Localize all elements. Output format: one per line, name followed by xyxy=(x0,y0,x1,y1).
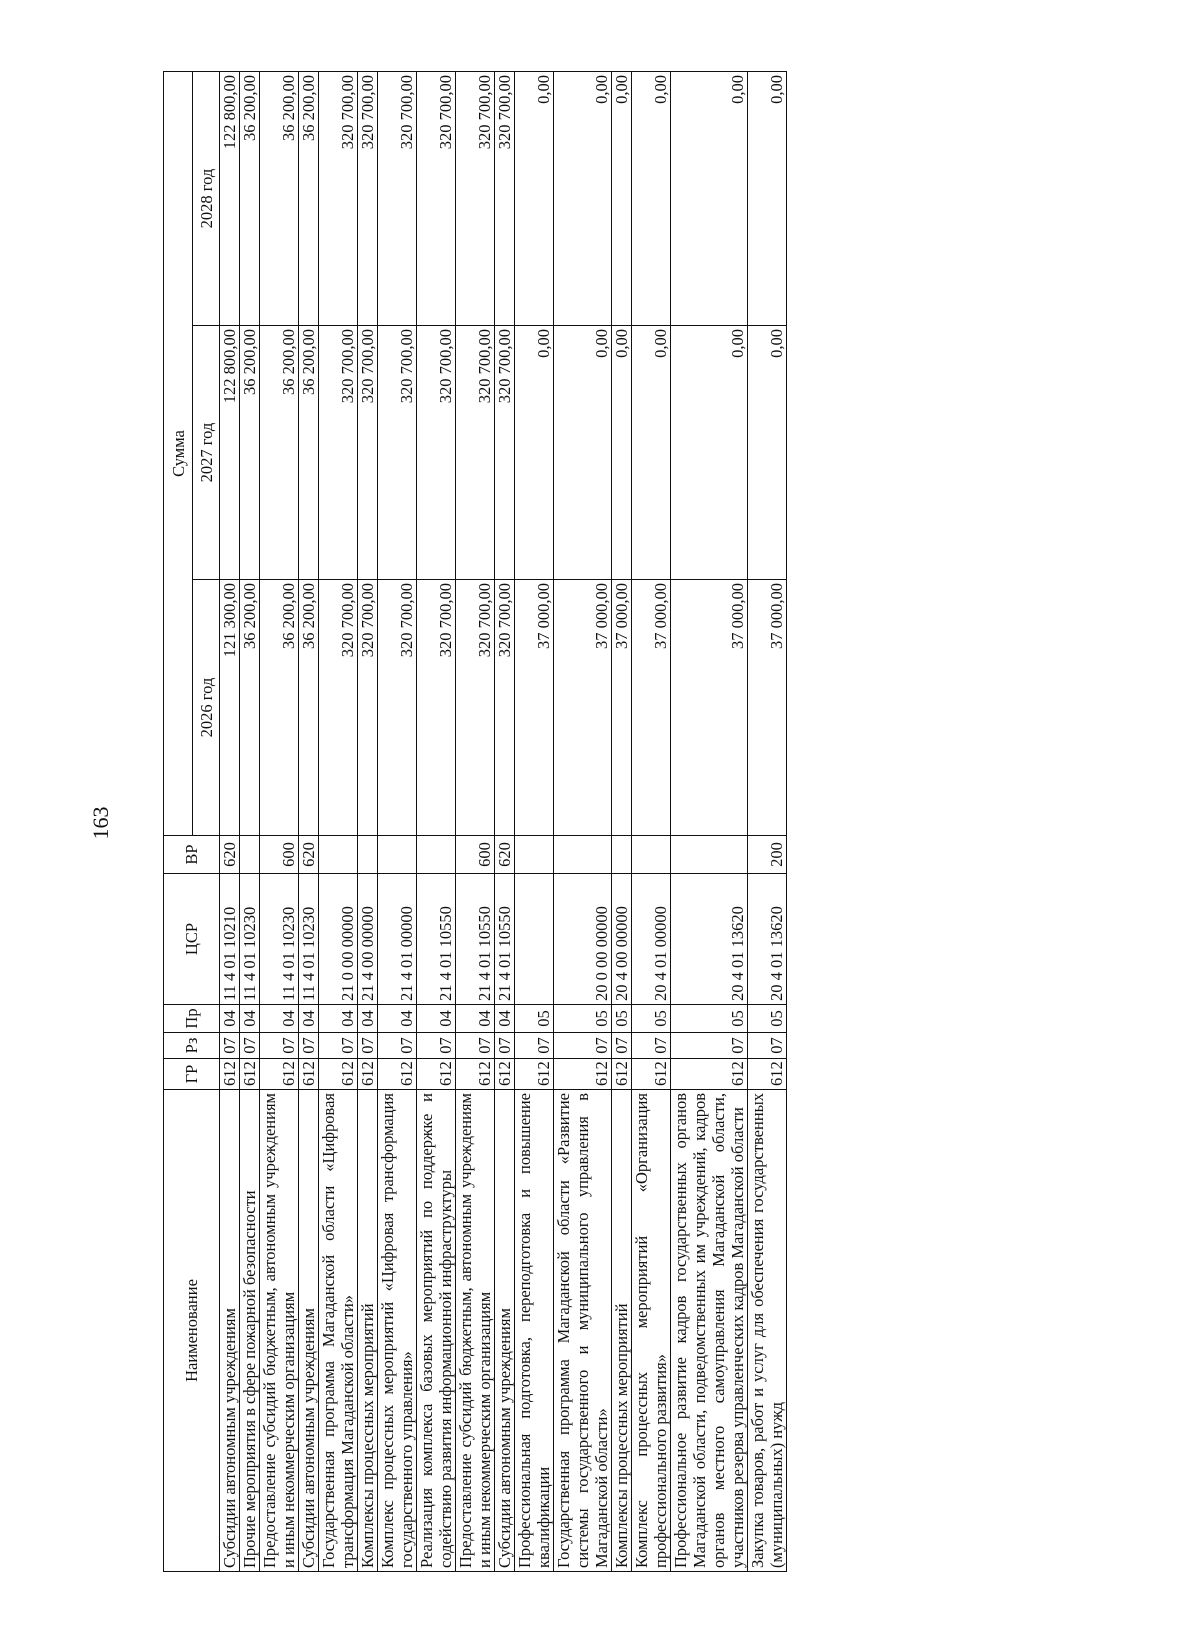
cell-2026: 37 000,00 xyxy=(612,580,632,836)
cell-rz: 07 xyxy=(358,1033,378,1059)
cell-rz: 07 xyxy=(495,1033,515,1059)
cell-2026: 36 200,00 xyxy=(240,580,260,836)
cell-2027: 320 700,00 xyxy=(417,326,456,580)
cell-gr: 612 xyxy=(319,1059,358,1090)
cell-gr: 612 xyxy=(260,1059,299,1090)
table-row xyxy=(299,71,319,1571)
cell-pr: 05 xyxy=(671,1005,748,1033)
cell-2026: 121 300,00 xyxy=(220,580,240,836)
table-row xyxy=(378,71,417,1571)
table-row xyxy=(554,71,612,1571)
cell-vr xyxy=(319,836,358,874)
cell-name: Комплекс процессных мероприятий «Цифровая трансформация государственного управления» xyxy=(378,1090,417,1572)
cell-csr: 11 4 01 10230 xyxy=(260,874,299,1005)
table-row xyxy=(456,71,495,1571)
cell-2027: 320 700,00 xyxy=(456,326,495,580)
table-row xyxy=(240,71,260,1571)
cell-rz: 07 xyxy=(515,1033,554,1059)
cell-rz: 07 xyxy=(632,1033,671,1059)
cell-gr: 612 xyxy=(632,1059,671,1090)
page-number: 163 xyxy=(88,806,113,840)
table-row xyxy=(495,71,515,1571)
cell-2028: 0,00 xyxy=(671,71,748,325)
cell-name: Комплексы процессных мероприятий xyxy=(612,1090,632,1572)
cell-vr xyxy=(417,836,456,874)
cell-rz: 07 xyxy=(378,1033,417,1059)
rotated-page-content xyxy=(163,72,1061,1572)
table-row xyxy=(358,71,378,1571)
header-2026: 2026 год xyxy=(193,580,220,836)
cell-vr: 620 xyxy=(220,836,240,874)
budget-table xyxy=(163,71,787,1572)
cell-2026: 320 700,00 xyxy=(378,580,417,836)
cell-2026: 320 700,00 xyxy=(319,580,358,836)
cell-gr: 612 xyxy=(495,1059,515,1090)
cell-rz: 07 xyxy=(612,1033,632,1059)
cell-csr: 21 4 01 10550 xyxy=(417,874,456,1005)
cell-pr: 04 xyxy=(456,1005,495,1033)
header-gr: ГР xyxy=(164,1059,220,1090)
cell-gr: 612 xyxy=(515,1059,554,1090)
cell-2027: 36 200,00 xyxy=(240,326,260,580)
cell-2028: 36 200,00 xyxy=(299,71,319,325)
cell-csr: 20 4 01 13620 xyxy=(748,874,787,1005)
cell-name: Профессиональное развитие кадров государственных органов Магаданской области, подведомственных им учреждений, кадров органов местного самоуправления Магаданской области, участников резерва управленческих кадров Магаданской области xyxy=(671,1090,748,1572)
cell-vr: 200 xyxy=(748,836,787,874)
cell-2027: 122 800,00 xyxy=(220,326,240,580)
cell-pr: 04 xyxy=(240,1005,260,1033)
header-pr: Пр xyxy=(164,1005,220,1033)
cell-vr xyxy=(671,836,748,874)
cell-2027: 320 700,00 xyxy=(378,326,417,580)
cell-2026: 320 700,00 xyxy=(417,580,456,836)
cell-2027: 0,00 xyxy=(515,326,554,580)
cell-pr: 05 xyxy=(554,1005,612,1033)
cell-2026: 37 000,00 xyxy=(632,580,671,836)
cell-pr: 04 xyxy=(220,1005,240,1033)
cell-csr: 20 0 00 00000 xyxy=(554,874,612,1005)
cell-2028: 0,00 xyxy=(554,71,612,325)
table-row xyxy=(748,71,787,1571)
table-row xyxy=(319,71,358,1571)
cell-gr: 612 xyxy=(240,1059,260,1090)
cell-2028: 0,00 xyxy=(515,71,554,325)
cell-gr: 612 xyxy=(748,1059,787,1090)
cell-2026: 37 000,00 xyxy=(671,580,748,836)
cell-rz: 07 xyxy=(319,1033,358,1059)
cell-vr xyxy=(378,836,417,874)
cell-vr xyxy=(612,836,632,874)
cell-2026: 320 700,00 xyxy=(358,580,378,836)
cell-2027: 0,00 xyxy=(748,326,787,580)
cell-name: Реализация комплекса базовых мероприятий по поддержке и содействию развития информационной инфраструктуры xyxy=(417,1090,456,1572)
cell-pr: 04 xyxy=(417,1005,456,1033)
cell-name: Субсидии автономным учреждениям xyxy=(220,1090,240,1572)
cell-2027: 0,00 xyxy=(632,326,671,580)
cell-vr xyxy=(240,836,260,874)
table-row xyxy=(220,71,240,1571)
cell-csr: 20 4 00 00000 xyxy=(612,874,632,1005)
cell-2026: 320 700,00 xyxy=(456,580,495,836)
cell-rz: 07 xyxy=(299,1033,319,1059)
cell-2026: 320 700,00 xyxy=(495,580,515,836)
table-row xyxy=(417,71,456,1571)
cell-pr: 05 xyxy=(515,1005,554,1033)
cell-vr: 620 xyxy=(299,836,319,874)
cell-pr: 05 xyxy=(612,1005,632,1033)
cell-vr: 600 xyxy=(260,836,299,874)
cell-gr: 612 xyxy=(612,1059,632,1090)
cell-vr xyxy=(515,836,554,874)
cell-name: Профессиональная подготовка, переподготовка и повышение квалификации xyxy=(515,1090,554,1572)
cell-rz: 07 xyxy=(220,1033,240,1059)
cell-2027: 320 700,00 xyxy=(358,326,378,580)
cell-gr: 612 xyxy=(456,1059,495,1090)
table-row xyxy=(632,71,671,1571)
cell-pr: 04 xyxy=(319,1005,358,1033)
cell-pr: 04 xyxy=(260,1005,299,1033)
cell-2028: 320 700,00 xyxy=(358,71,378,325)
cell-name: Государственная программа Магаданской области «Цифровая трансформация Магаданской области» xyxy=(319,1090,358,1572)
cell-2027: 320 700,00 xyxy=(495,326,515,580)
cell-csr: 20 4 01 00000 xyxy=(632,874,671,1005)
cell-vr: 620 xyxy=(495,836,515,874)
header-sum: Сумма xyxy=(164,71,193,835)
table-body xyxy=(220,71,787,1571)
cell-2028: 0,00 xyxy=(748,71,787,325)
cell-2028: 36 200,00 xyxy=(260,71,299,325)
cell-2027: 36 200,00 xyxy=(299,326,319,580)
cell-name: Комплекс процессных мероприятий «Организация профессионального развития» xyxy=(632,1090,671,1572)
cell-rz: 07 xyxy=(554,1033,612,1059)
cell-pr: 04 xyxy=(358,1005,378,1033)
table-row xyxy=(515,71,554,1571)
cell-gr: 612 xyxy=(358,1059,378,1090)
cell-pr: 05 xyxy=(748,1005,787,1033)
cell-rz: 07 xyxy=(671,1033,748,1059)
cell-name: Прочие мероприятия в сфере пожарной безопасности xyxy=(240,1090,260,1572)
cell-csr: 21 4 00 00000 xyxy=(358,874,378,1005)
cell-2027: 0,00 xyxy=(612,326,632,580)
cell-vr xyxy=(554,836,612,874)
table-row xyxy=(612,71,632,1571)
cell-gr: 612 xyxy=(417,1059,456,1090)
cell-rz: 07 xyxy=(417,1033,456,1059)
cell-2027: 320 700,00 xyxy=(319,326,358,580)
header-2028: 2028 год xyxy=(193,71,220,325)
cell-csr: 21 4 01 00000 xyxy=(378,874,417,1005)
cell-csr: 20 4 01 13620 xyxy=(671,874,748,1005)
cell-2026: 36 200,00 xyxy=(260,580,299,836)
cell-2028: 320 700,00 xyxy=(417,71,456,325)
cell-gr: 612 xyxy=(299,1059,319,1090)
cell-gr: 612 xyxy=(671,1059,748,1090)
cell-pr: 04 xyxy=(378,1005,417,1033)
cell-name: Субсидии автономным учреждениям xyxy=(299,1090,319,1572)
cell-name: Субсидии автономным учреждениям xyxy=(495,1090,515,1572)
cell-2028: 320 700,00 xyxy=(495,71,515,325)
cell-name: Закупка товаров, работ и услуг для обеспечения государственных (муниципальных) нужд xyxy=(748,1090,787,1572)
cell-pr: 05 xyxy=(632,1005,671,1033)
cell-2027: 36 200,00 xyxy=(260,326,299,580)
cell-rz: 07 xyxy=(456,1033,495,1059)
cell-2028: 0,00 xyxy=(632,71,671,325)
cell-csr: 21 4 01 10550 xyxy=(495,874,515,1005)
cell-2028: 122 800,00 xyxy=(220,71,240,325)
cell-vr xyxy=(358,836,378,874)
header-name: Наименование xyxy=(164,1090,220,1572)
header-2027: 2027 год xyxy=(193,326,220,580)
cell-2028: 320 700,00 xyxy=(378,71,417,325)
cell-pr: 04 xyxy=(495,1005,515,1033)
cell-csr: 21 0 00 00000 xyxy=(319,874,358,1005)
header-rz: Рз xyxy=(164,1033,220,1059)
cell-2028: 36 200,00 xyxy=(240,71,260,325)
cell-2026: 37 000,00 xyxy=(748,580,787,836)
cell-2027: 0,00 xyxy=(554,326,612,580)
cell-2026: 37 000,00 xyxy=(515,580,554,836)
cell-csr: 11 4 01 10230 xyxy=(299,874,319,1005)
cell-gr: 612 xyxy=(378,1059,417,1090)
cell-gr: 612 xyxy=(220,1059,240,1090)
cell-name: Комплексы процессных мероприятий xyxy=(358,1090,378,1572)
cell-2028: 0,00 xyxy=(612,71,632,325)
cell-2026: 36 200,00 xyxy=(299,580,319,836)
cell-2027: 0,00 xyxy=(671,326,748,580)
cell-rz: 07 xyxy=(260,1033,299,1059)
cell-name: Предоставление субсидий бюджетным, автономным учреждениям и иным некоммерческим организациям xyxy=(456,1090,495,1572)
cell-2028: 320 700,00 xyxy=(456,71,495,325)
cell-csr: 11 4 01 10210 xyxy=(220,874,240,1005)
cell-name: Государственная программа Магаданской области «Развитие системы государственного и муниципального управления в Магаданской области» xyxy=(554,1090,612,1572)
cell-name: Предоставление субсидий бюджетным, автономным учреждениям и иным некоммерческим организациям xyxy=(260,1090,299,1572)
table-row xyxy=(260,71,299,1571)
cell-csr: 21 4 01 10550 xyxy=(456,874,495,1005)
cell-vr: 600 xyxy=(456,836,495,874)
header-vr: ВР xyxy=(164,836,220,874)
cell-rz: 07 xyxy=(240,1033,260,1059)
table-row xyxy=(671,71,748,1571)
cell-rz: 07 xyxy=(748,1033,787,1059)
cell-vr xyxy=(632,836,671,874)
cell-pr: 04 xyxy=(299,1005,319,1033)
cell-csr: 11 4 01 10230 xyxy=(240,874,260,1005)
header-csr: ЦСР xyxy=(164,874,220,1005)
cell-2026: 37 000,00 xyxy=(554,580,612,836)
cell-2028: 320 700,00 xyxy=(319,71,358,325)
cell-gr: 612 xyxy=(554,1059,612,1090)
cell-csr xyxy=(515,874,554,1005)
table-header-row xyxy=(164,71,193,1571)
